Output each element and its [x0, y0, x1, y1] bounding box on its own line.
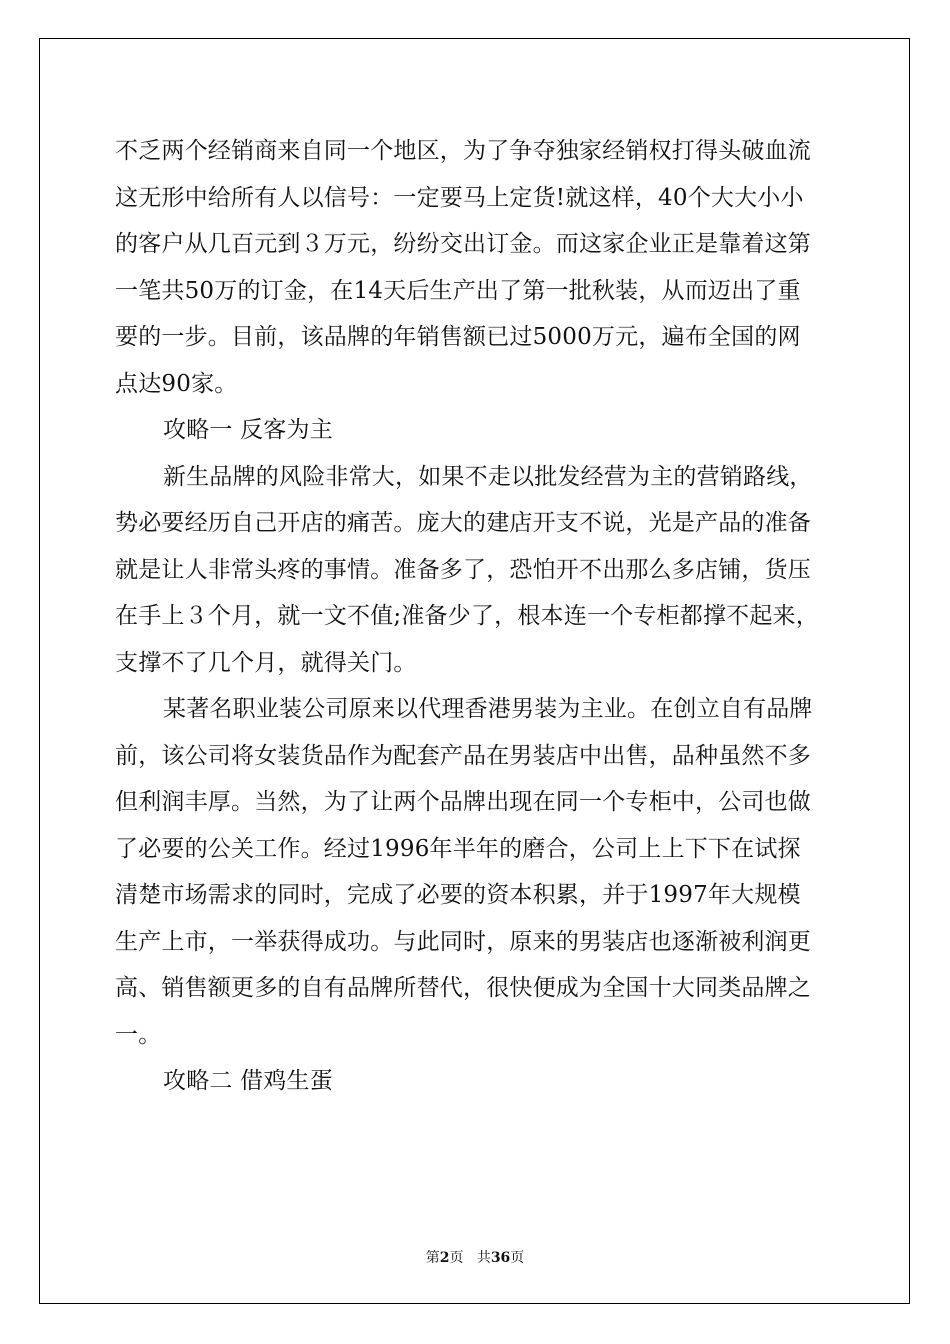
paragraph — [115, 128, 835, 407]
paragraph — [115, 454, 835, 687]
text-line: 一。 — [115, 1021, 162, 1048]
text-line: 清楚市场需求的同时，完成了必要的资本积累，并于1997年大规模 — [115, 882, 801, 908]
text-line: 这无形中给所有人以信号：一定要马上定货!就这样，40个大大小小 — [115, 184, 804, 211]
text-line: 势必要经历自己开店的痛苦。庞大的建店开支不说，光是产品的准备 — [115, 510, 811, 536]
page-number: 2 — [439, 1250, 450, 1266]
text-line: 就是让人非常头疼的事情。准备多了，恐怕开不出那么多店铺，货压 — [115, 556, 811, 583]
paragraph — [115, 686, 835, 1058]
text-line: 点达90家。 — [115, 370, 238, 397]
text-line: 但利润丰厚。当然，为了让两个品牌出现在同一个专柜中，公司也做 — [115, 789, 811, 815]
footer-page-suffix: 页 — [449, 1250, 464, 1266]
text-line: 新生品牌的风险非常大，如果不走以批发经营为主的营销路线， — [163, 463, 813, 490]
total-pages: 36 — [490, 1250, 511, 1266]
text-line: 某著名职业装公司原来以代理香港男装为主业。在创立自有品牌 — [163, 696, 813, 722]
text-line: 生产上市，一举获得成功。与此同时，原来的男装店也逐渐被利润更 — [115, 928, 811, 955]
footer-total-prefix: 共 — [476, 1250, 491, 1266]
text-line: 不乏两个经销商来自同一个地区，为了争夺独家经销权打得头破血流 — [115, 138, 811, 164]
section-heading: 攻略一 反客为主 — [163, 417, 333, 443]
text-line: 支撑不了几个月，就得关门。 — [115, 649, 417, 676]
text-line: 一笔共50万的订金，在14天后生产出了第一批秋装，从而迈出了重 — [115, 277, 801, 304]
text-line: 高、销售额更多的自有品牌所替代，很快便成为全国十大同类品牌之 — [115, 975, 811, 1001]
text-line: 的客户从几百元到３万元，纷纷交出订金。而这家企业正是靠着这第 — [115, 231, 811, 257]
footer-prefix: 第 — [425, 1250, 440, 1266]
document-body — [115, 128, 835, 1105]
text-line: 前，该公司将女装货品作为配套产品在男装店中出售，品种虽然不多 — [115, 742, 811, 769]
text-line: 要的一步。目前，该品牌的年销售额已过5000万元，遍布全国的网 — [115, 324, 801, 350]
text-line: 在手上３个月，就一文不值;准备少了，根本连一个专柜都撑不起来， — [115, 603, 819, 629]
section-heading: 攻略二 借鸡生蛋 — [163, 1068, 333, 1094]
page-footer — [0, 1247, 950, 1267]
text-line: 了必要的公关工作。经过1996年半年的磨合，公司上上下下在试探 — [115, 835, 801, 862]
footer-total-suffix: 页 — [510, 1250, 525, 1266]
